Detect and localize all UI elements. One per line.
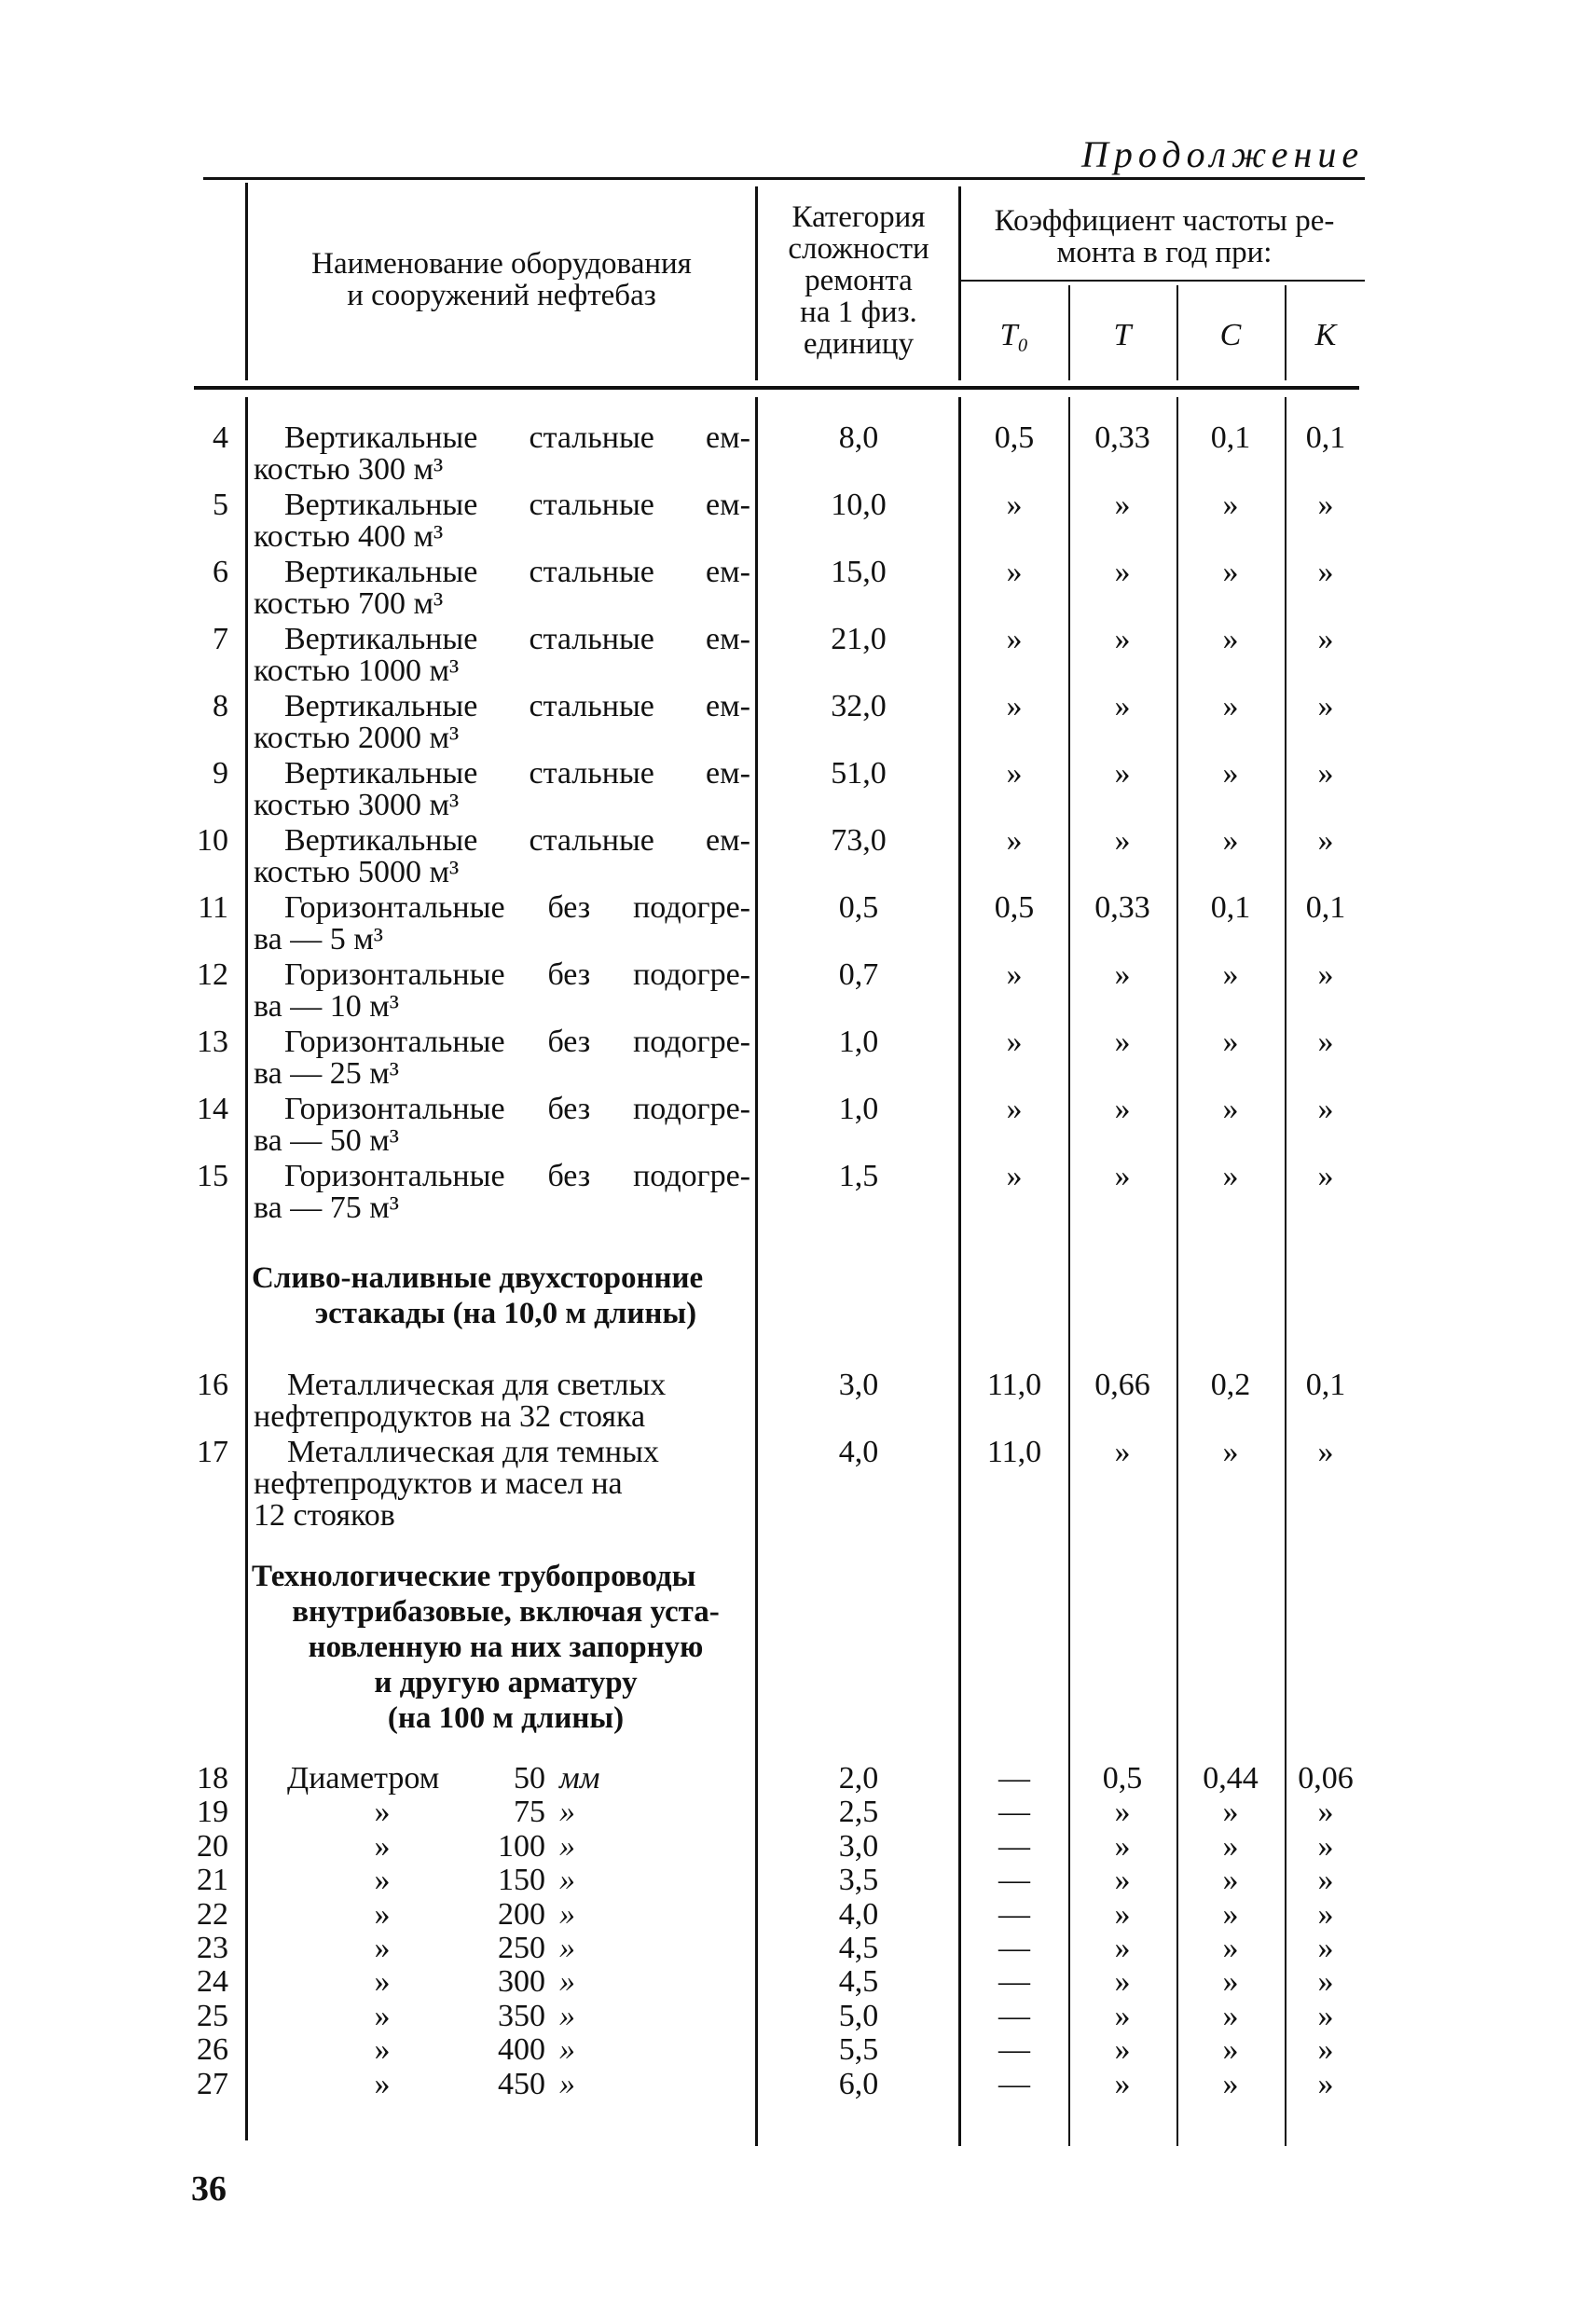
header-name-line1: Наименование оборудования bbox=[311, 247, 692, 281]
name-word: Вертикальные bbox=[284, 622, 478, 656]
section-pipes-line: новленную на них запорную bbox=[308, 1631, 704, 1664]
cell-category: 1,0 bbox=[838, 1025, 879, 1059]
cell-t: » bbox=[1114, 2066, 1131, 2101]
cell-c: 0,2 bbox=[1210, 1368, 1251, 1402]
name-word: без bbox=[547, 957, 591, 992]
name-line: 12 стояков bbox=[254, 1498, 395, 1533]
name-line1 bbox=[284, 623, 750, 656]
cell-k: » bbox=[1317, 1828, 1334, 1864]
section-pipes-line: (на 100 м длины) bbox=[387, 1701, 625, 1735]
cell-t0: » bbox=[1006, 957, 1023, 992]
name-word: Горизонтальные bbox=[284, 957, 505, 992]
cell-k: » bbox=[1317, 1435, 1334, 1469]
header-k: K bbox=[1314, 318, 1337, 352]
cell-t0: 11,0 bbox=[986, 1368, 1042, 1402]
continuation-label: Продолжение bbox=[1081, 133, 1365, 175]
cell-c: 0,44 bbox=[1203, 1761, 1259, 1796]
name-word: ем- bbox=[706, 488, 750, 522]
table-top-rule bbox=[203, 177, 1365, 180]
pipe-label: Диаметром bbox=[287, 1761, 440, 1796]
cell-k: » bbox=[1317, 1964, 1334, 2000]
header-category-line: Категория bbox=[791, 200, 926, 234]
cell-t0: 0,5 bbox=[994, 890, 1035, 925]
cell-c: » bbox=[1222, 2032, 1239, 2068]
row-number: 22 bbox=[197, 1896, 228, 1932]
cell-c: » bbox=[1222, 1896, 1239, 1932]
name-word: Вертикальные bbox=[284, 488, 478, 522]
row-number: 6 bbox=[213, 555, 228, 589]
row-number: 19 bbox=[197, 1795, 228, 1830]
row-number: 21 bbox=[197, 1863, 228, 1898]
cell-t: » bbox=[1114, 823, 1131, 858]
cell-c: » bbox=[1222, 1435, 1239, 1469]
cell-k: 0,1 bbox=[1305, 890, 1346, 925]
name-word: стальные bbox=[529, 622, 654, 656]
pipe-diameter: 200 bbox=[498, 1896, 545, 1932]
cell-t: » bbox=[1114, 1435, 1131, 1469]
cell-t0: — bbox=[998, 1964, 1030, 2000]
cell-c: » bbox=[1222, 1964, 1239, 2000]
pipe-unit: » bbox=[559, 1863, 575, 1898]
section-racks-line2: эстакады (на 10,0 м длины) bbox=[314, 1297, 697, 1330]
cell-t: » bbox=[1114, 689, 1131, 723]
row-number: 7 bbox=[213, 622, 228, 656]
name-word: ем- bbox=[706, 689, 750, 723]
cell-category: 4,5 bbox=[838, 1964, 879, 2000]
cell-category: 21,0 bbox=[831, 622, 887, 656]
cell-c: 0,1 bbox=[1210, 420, 1251, 455]
name-word: без bbox=[547, 890, 591, 925]
row-number: 5 bbox=[213, 488, 228, 522]
name-line2: костью 3000 м³ bbox=[254, 788, 460, 822]
cell-category: 0,5 bbox=[838, 890, 879, 925]
cell-t: » bbox=[1114, 1159, 1131, 1193]
pipe-unit: » bbox=[559, 1964, 575, 2000]
cell-category: 0,7 bbox=[838, 957, 879, 992]
cell-c: » bbox=[1222, 2066, 1239, 2101]
row-number: 10 bbox=[197, 823, 228, 858]
row-number: 18 bbox=[197, 1761, 228, 1796]
name-line: Металлическая для светлых bbox=[287, 1368, 667, 1402]
cell-category: 15,0 bbox=[831, 555, 887, 589]
pipe-label: » bbox=[374, 2066, 391, 2101]
name-line1 bbox=[284, 757, 750, 791]
cell-category: 5,5 bbox=[838, 2032, 879, 2068]
cell-t: » bbox=[1114, 957, 1131, 992]
cell-t0: » bbox=[1006, 1092, 1023, 1126]
cell-k: » bbox=[1317, 488, 1334, 522]
row-number: 8 bbox=[213, 689, 228, 723]
row-number: 14 bbox=[197, 1092, 228, 1126]
coef-sub-rule bbox=[960, 280, 1365, 282]
name-word: Горизонтальные bbox=[284, 1025, 505, 1059]
name-word: без bbox=[547, 1092, 591, 1126]
name-word: стальные bbox=[529, 756, 654, 791]
name-word: стальные bbox=[529, 488, 654, 522]
cell-c: » bbox=[1222, 1795, 1239, 1830]
header-t0: T₀ bbox=[999, 318, 1029, 352]
cell-t0: — bbox=[998, 1896, 1030, 1932]
cell-category: 2,5 bbox=[838, 1795, 879, 1830]
cell-k: » bbox=[1317, 622, 1334, 656]
row-number: 24 bbox=[197, 1964, 228, 2000]
row-number: 13 bbox=[197, 1025, 228, 1059]
cell-t0: » bbox=[1006, 1159, 1023, 1193]
cell-c: 0,1 bbox=[1210, 890, 1251, 925]
pipe-diameter: 50 bbox=[514, 1761, 545, 1796]
name-word: стальные bbox=[529, 420, 654, 455]
cell-k: » bbox=[1317, 1092, 1334, 1126]
name-line1 bbox=[284, 824, 750, 858]
name-word: Горизонтальные bbox=[284, 890, 505, 925]
cell-k: » bbox=[1317, 1159, 1334, 1193]
name-word: без bbox=[547, 1159, 591, 1193]
name-line2: костью 2000 м³ bbox=[254, 721, 460, 755]
header-bottom-rule bbox=[194, 386, 1359, 390]
cell-c: » bbox=[1222, 1828, 1239, 1864]
cell-k: » bbox=[1317, 555, 1334, 589]
row-number: 27 bbox=[197, 2066, 228, 2101]
cell-t: » bbox=[1114, 488, 1131, 522]
cell-t0: — bbox=[998, 1863, 1030, 1898]
cell-t: » bbox=[1114, 2032, 1131, 2068]
pipe-label: » bbox=[374, 1795, 391, 1830]
cell-category: 3,0 bbox=[838, 1828, 879, 1864]
cell-k: » bbox=[1317, 1863, 1334, 1898]
name-word: подогре- bbox=[633, 1159, 750, 1193]
cell-k: 0,06 bbox=[1298, 1761, 1354, 1796]
name-line1 bbox=[284, 421, 750, 455]
cell-t0: » bbox=[1006, 689, 1023, 723]
name-word: Вертикальные bbox=[284, 555, 478, 589]
pipe-unit: » bbox=[559, 1828, 575, 1864]
row-number: 25 bbox=[197, 1998, 228, 2033]
cell-t: 0,33 bbox=[1094, 420, 1150, 455]
cell-t: » bbox=[1114, 1964, 1131, 2000]
pipe-unit: » bbox=[559, 1896, 575, 1932]
cell-k: » bbox=[1317, 1931, 1334, 1965]
section-pipes-line: внутрибазовые, включая уста- bbox=[292, 1595, 720, 1629]
name-line1 bbox=[284, 489, 750, 522]
cell-category: 10,0 bbox=[831, 488, 887, 522]
cell-c: » bbox=[1222, 1863, 1239, 1898]
pipe-unit: » bbox=[559, 1931, 575, 1965]
cell-t: » bbox=[1114, 1092, 1131, 1126]
section-pipes-line: и другую арматуру bbox=[374, 1666, 638, 1700]
name-word: ем- bbox=[706, 756, 750, 791]
row-number: 11 bbox=[198, 890, 228, 925]
name-line1 bbox=[284, 1093, 750, 1126]
name-word: ем- bbox=[706, 555, 750, 589]
col-line-1-hdr bbox=[245, 183, 248, 380]
pipe-diameter: 400 bbox=[498, 2032, 545, 2068]
cell-category: 32,0 bbox=[831, 689, 887, 723]
row-number: 20 bbox=[197, 1828, 228, 1864]
cell-c: » bbox=[1222, 555, 1239, 589]
name-line2: костью 700 м³ bbox=[254, 586, 444, 621]
name-word: Вертикальные bbox=[284, 823, 478, 858]
header-category-line: ремонта bbox=[805, 264, 913, 297]
name-line2: ва — 25 м³ bbox=[254, 1056, 399, 1091]
header-category-line: сложности bbox=[788, 232, 929, 266]
cell-t0: » bbox=[1006, 1025, 1023, 1059]
name-line: Металлическая для темных bbox=[287, 1435, 659, 1469]
name-word: ем- bbox=[706, 823, 750, 858]
name-line2: костью 5000 м³ bbox=[254, 855, 460, 889]
section-racks-line1: Сливо-наливные двухсторонние bbox=[252, 1261, 704, 1295]
cell-category: 8,0 bbox=[838, 420, 879, 455]
row-number: 9 bbox=[213, 756, 228, 791]
cell-t: » bbox=[1114, 555, 1131, 589]
name-word: стальные bbox=[529, 555, 654, 589]
pipe-diameter: 100 bbox=[498, 1828, 545, 1864]
header-category-line: единицу bbox=[803, 327, 915, 361]
cell-c: » bbox=[1222, 957, 1239, 992]
cell-category: 51,0 bbox=[831, 756, 887, 791]
pipe-unit: » bbox=[559, 2066, 575, 2101]
header-coef-line2: монта в год при: bbox=[1056, 236, 1273, 269]
cell-k: » bbox=[1317, 689, 1334, 723]
cell-k: » bbox=[1317, 1896, 1334, 1932]
header-t: T bbox=[1113, 318, 1132, 352]
cell-t: » bbox=[1114, 756, 1131, 791]
cell-category: 3,0 bbox=[838, 1368, 879, 1402]
name-word: подогре- bbox=[633, 1025, 750, 1059]
name-line1 bbox=[284, 556, 750, 589]
pipe-label: » bbox=[374, 1896, 391, 1932]
cell-t0: — bbox=[998, 2032, 1030, 2068]
row-number: 23 bbox=[197, 1931, 228, 1965]
cell-c: » bbox=[1222, 756, 1239, 791]
cell-k: » bbox=[1317, 957, 1334, 992]
cell-c: » bbox=[1222, 1931, 1239, 1965]
pipe-label: » bbox=[374, 1998, 391, 2033]
cell-c: » bbox=[1222, 1998, 1239, 2033]
pipe-diameter: 150 bbox=[498, 1863, 545, 1898]
header-c: C bbox=[1219, 318, 1242, 352]
cell-category: 4,5 bbox=[838, 1931, 879, 1965]
row-number: 16 bbox=[197, 1368, 228, 1402]
name-line2: костью 1000 м³ bbox=[254, 654, 460, 688]
row-number: 15 bbox=[197, 1159, 228, 1193]
cell-t0: — bbox=[998, 1998, 1030, 2033]
name-line1 bbox=[284, 690, 750, 723]
name-line1 bbox=[284, 1025, 750, 1059]
cell-category: 73,0 bbox=[831, 823, 887, 858]
name-line1 bbox=[284, 891, 750, 925]
name-word: Горизонтальные bbox=[284, 1159, 505, 1193]
cell-category: 1,5 bbox=[838, 1159, 879, 1193]
cell-t0: — bbox=[998, 1795, 1030, 1830]
name-word: стальные bbox=[529, 823, 654, 858]
cell-k: » bbox=[1317, 2032, 1334, 2068]
cell-k: » bbox=[1317, 1025, 1334, 1059]
pipe-diameter: 350 bbox=[498, 1998, 545, 2033]
cell-c: » bbox=[1222, 689, 1239, 723]
pipe-unit: » bbox=[559, 2032, 575, 2068]
cell-t0: » bbox=[1006, 622, 1023, 656]
pipe-diameter: 450 bbox=[498, 2066, 545, 2101]
row-number: 26 bbox=[197, 2032, 228, 2068]
pipe-label: » bbox=[374, 1964, 391, 2000]
cell-c: » bbox=[1222, 1025, 1239, 1059]
cell-t0: — bbox=[998, 1761, 1030, 1796]
pipe-unit: мм bbox=[559, 1761, 600, 1796]
name-line2: ва — 50 м³ bbox=[254, 1123, 399, 1158]
cell-k: » bbox=[1317, 2066, 1334, 2101]
cell-c: » bbox=[1222, 1159, 1239, 1193]
cell-t: » bbox=[1114, 622, 1131, 656]
cell-c: » bbox=[1222, 1092, 1239, 1126]
cell-t0: » bbox=[1006, 756, 1023, 791]
col-line-1 bbox=[245, 397, 248, 2140]
name-word: Вертикальные bbox=[284, 420, 478, 455]
cell-t: 0,66 bbox=[1094, 1368, 1150, 1402]
cell-k: » bbox=[1317, 823, 1334, 858]
cell-k: » bbox=[1317, 1998, 1334, 2033]
section-pipes-line: Технологические трубопроводы bbox=[252, 1560, 696, 1593]
row-number: 12 bbox=[197, 957, 228, 992]
col-line-3-hdr bbox=[958, 186, 961, 380]
name-word: Вертикальные bbox=[284, 756, 478, 791]
name-line: нефтепродуктов и масел на bbox=[254, 1466, 623, 1501]
cell-t0: » bbox=[1006, 488, 1023, 522]
cell-c: » bbox=[1222, 823, 1239, 858]
cell-t0: — bbox=[998, 1828, 1030, 1864]
col-line-2-hdr bbox=[755, 186, 758, 380]
cell-t: » bbox=[1114, 1828, 1131, 1864]
cell-t0: » bbox=[1006, 555, 1023, 589]
name-word: подогре- bbox=[633, 890, 750, 925]
pipe-label: » bbox=[374, 1863, 391, 1898]
cell-c: » bbox=[1222, 488, 1239, 522]
name-line2: ва — 75 м³ bbox=[254, 1190, 399, 1225]
cell-category: 2,0 bbox=[838, 1761, 879, 1796]
name-line2: костью 300 м³ bbox=[254, 452, 444, 487]
cell-category: 6,0 bbox=[838, 2066, 879, 2101]
cell-category: 4,0 bbox=[838, 1435, 879, 1469]
cell-k: 0,1 bbox=[1305, 1368, 1346, 1402]
col-line-3 bbox=[958, 397, 961, 2146]
name-word: ем- bbox=[706, 420, 750, 455]
pipe-label: » bbox=[374, 2032, 391, 2068]
pipe-diameter: 250 bbox=[498, 1931, 545, 1965]
name-word: Горизонтальные bbox=[284, 1092, 505, 1126]
cell-category: 5,0 bbox=[838, 1998, 879, 2033]
name-line: нефтепродуктов на 32 стояка bbox=[254, 1399, 646, 1434]
name-line2: костью 400 м³ bbox=[254, 519, 444, 554]
name-line1 bbox=[284, 1160, 750, 1193]
pipe-label: » bbox=[374, 1931, 391, 1965]
cell-t0: » bbox=[1006, 823, 1023, 858]
name-line1 bbox=[284, 958, 750, 992]
pipe-diameter: 75 bbox=[514, 1795, 545, 1830]
cell-t: » bbox=[1114, 1998, 1131, 2033]
cell-t: » bbox=[1114, 1931, 1131, 1965]
row-number: 17 bbox=[197, 1435, 228, 1469]
pipe-unit: » bbox=[559, 1795, 575, 1830]
name-word: ем- bbox=[706, 622, 750, 656]
cell-t0: — bbox=[998, 2066, 1030, 2101]
name-word: подогре- bbox=[633, 957, 750, 992]
cell-t: 0,5 bbox=[1102, 1761, 1143, 1796]
name-word: подогре- bbox=[633, 1092, 750, 1126]
cell-t: 0,33 bbox=[1094, 890, 1150, 925]
page-number: 36 bbox=[191, 2169, 227, 2209]
name-line2: ва — 5 м³ bbox=[254, 922, 383, 956]
header-coef-line1: Коэффициент частоты ре- bbox=[994, 204, 1335, 238]
cell-t: » bbox=[1114, 1795, 1131, 1830]
pipe-unit: » bbox=[559, 1998, 575, 2033]
cell-t: » bbox=[1114, 1025, 1131, 1059]
cell-category: 3,5 bbox=[838, 1863, 879, 1898]
cell-t0: 11,0 bbox=[986, 1435, 1042, 1469]
cell-category: 4,0 bbox=[838, 1896, 879, 1932]
cell-t0: — bbox=[998, 1931, 1030, 1965]
name-word: стальные bbox=[529, 689, 654, 723]
header-name-line2: и сооружений нефтебаз bbox=[347, 279, 656, 312]
cell-c: » bbox=[1222, 622, 1239, 656]
cell-k: » bbox=[1317, 1795, 1334, 1830]
header-category-line: на 1 физ. bbox=[800, 296, 917, 329]
cell-t: » bbox=[1114, 1896, 1131, 1932]
cell-k: » bbox=[1317, 756, 1334, 791]
pipe-diameter: 300 bbox=[498, 1964, 545, 2000]
name-line2: ва — 10 м³ bbox=[254, 989, 399, 1024]
cell-category: 1,0 bbox=[838, 1092, 879, 1126]
pipe-label: » bbox=[374, 1828, 391, 1864]
cell-k: 0,1 bbox=[1305, 420, 1346, 455]
row-number: 4 bbox=[213, 420, 228, 455]
name-word: Вертикальные bbox=[284, 689, 478, 723]
cell-t0: 0,5 bbox=[994, 420, 1035, 455]
name-word: без bbox=[547, 1025, 591, 1059]
cell-t: » bbox=[1114, 1863, 1131, 1898]
